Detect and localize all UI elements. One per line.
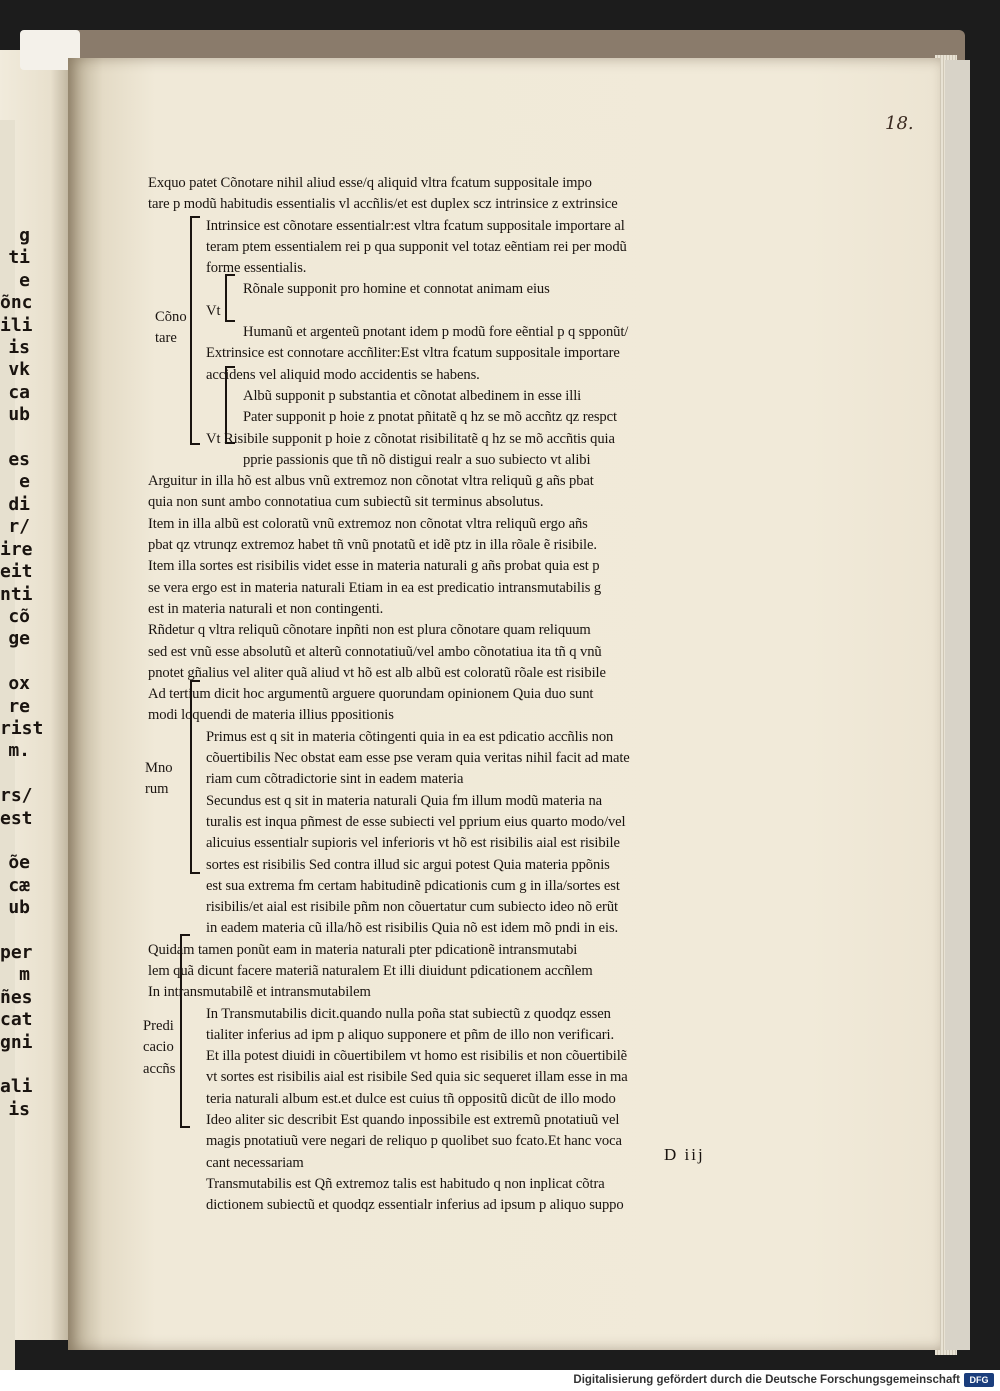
- book-board-top: [60, 30, 965, 60]
- verso-fragment: e: [19, 471, 30, 493]
- main-text-block: [148, 173, 790, 1217]
- footer-bar: [0, 1370, 1000, 1391]
- text-line: cõuertibilis Nec obstat eam esse pse veram quia veritas nihil facit ad mate: [206, 750, 630, 767]
- text-line: Humanũ et argenteũ pnotant idem p modũ fore eẽntial p q spponũt/: [243, 324, 629, 341]
- verso-fragment: [0, 763, 30, 785]
- verso-fragment: cat: [0, 1009, 33, 1031]
- text-line: quia non sunt ambo connotatiua cum subiectũ sit terminus absolutus.: [148, 494, 544, 511]
- verso-fragment: cæ: [8, 874, 30, 896]
- bracket-modorum: [190, 680, 200, 874]
- text-line: Exquo patet Cõnotare nihil aliud esse/q aliquid vltra fcatum suppositale impo: [148, 175, 592, 191]
- text-line: Intrinsice est cõnotare essentialr:est vltra fcatum suppositale importare al: [206, 217, 625, 234]
- verso-fragment: per: [0, 942, 33, 963]
- text-line: dictionem subiectũ et quodqz essentialr inferius ad ipsum p aliquo suppo: [206, 1197, 624, 1214]
- verso-fragment: õe: [8, 852, 30, 874]
- verso-fragment: ub: [8, 897, 30, 919]
- text-line: Ideo aliter sic describit Est quando inpossibile est extremũ pnotatiuũ vel: [206, 1112, 620, 1129]
- text-line: alicuius essentialr supioris vel inferioris vt hõ est risibilis aial est risibile: [206, 835, 620, 852]
- verso-fragment: di: [8, 493, 30, 515]
- verso-fragment: cõ: [8, 605, 30, 627]
- verso-fragment: re: [8, 695, 30, 717]
- bracket-predicatio: [180, 934, 190, 1128]
- text-line: Secundus est q sit in materia naturali Quia fm illum modũ materia na: [206, 792, 603, 809]
- text-line: pnotet gñalius vel aliter quã aliud vt hõ est alb albũ est coloratũ rõale est risibile: [148, 664, 606, 681]
- marginal-note-modorum: Mno rum: [145, 760, 173, 798]
- verso-fragment: [0, 651, 30, 673]
- verso-fragment: [0, 830, 30, 852]
- verso-fragment: [0, 1054, 30, 1076]
- marginal-note-conotare: Cõno tare: [155, 309, 187, 347]
- marginal-note-predicatio: Predi cacio accñs: [143, 1018, 176, 1077]
- text-line: Item illa sortes est risibilis videt esse in materia naturali g añs probat quia est p: [148, 558, 600, 575]
- bracket-intrinsice-example: [225, 274, 235, 322]
- bracket-conotare: [190, 216, 200, 445]
- text-line: riam cum cõtradictorie sint in eadem materia: [206, 771, 464, 788]
- text-line: Ad tertium dicit hoc argumentũ arguere quorundam opinionem Quia duo sunt: [148, 686, 594, 703]
- text-line: pbat qz vtrunqz extremoz habet tñ vnũ pnotatũ et idẽ ptz in illa rõale ẽ risibile.: [148, 537, 597, 554]
- verso-fragment: es: [8, 449, 30, 471]
- text-line: Transmutabilis est Qñ extremoz talis est habitudo q non inplicat cõtra: [206, 1175, 605, 1192]
- verso-fragment: ub: [8, 404, 30, 426]
- bracket-extrinsice-example: [225, 366, 235, 444]
- verso-fragment: r/: [8, 516, 30, 538]
- text-line: modi loquendi de materia illius ppositionis: [148, 707, 394, 724]
- text-line: pprie passionis que tñ nõ distigui realr a suo subiecto vt alibi: [243, 451, 591, 468]
- text-line: Et illa potest diuidi in cõuertibilem vt homo est risibilis et non cõuertibilẽ: [206, 1048, 628, 1065]
- footer-credit: Digitalisierung gefördert durch die Deutsche Forschungsgemeinschaft: [573, 1374, 960, 1386]
- text-line: Arguitur in illa hõ est albus vnũ extremoz non cõnotat vltra reliquũ g añs pbat: [148, 473, 594, 490]
- text-line: Vt Risibile supponit p hoie z cõnotat risibilitatẽ q hz se mõ accñtis quia: [206, 430, 615, 447]
- verso-fragment: [0, 427, 30, 449]
- verso-fragment: ti: [8, 247, 30, 269]
- verso-fragment: ali: [0, 1076, 33, 1098]
- verso-page: [0, 50, 72, 1340]
- verso-fragment: ge: [8, 628, 30, 650]
- text-line: Primus est q sit in materia cõtingenti quia in ea est pdicatio accñlis non: [206, 728, 614, 745]
- verso-fragment: gni: [0, 1031, 33, 1053]
- verso-fragment: e: [19, 269, 30, 291]
- text-line: est in materia naturali et non contingenti.: [148, 600, 384, 617]
- text-line: in eadem materia cũ illa/hõ est risibilis Quia nõ est idem mõ pndi in eis.: [206, 920, 619, 937]
- text-line: In Transmutabilis dicit.quando nulla poña stat subiectũ z quodqz essen: [206, 1005, 611, 1022]
- text-line: sed est vnũ esse absolutũ et alterũ connotatiuũ/vel ambo cõnotatiua ita tñ q vnũ: [148, 643, 602, 660]
- verso-fragment: rs/: [0, 785, 33, 807]
- text-line: turalis est inqua pñmest de esse subiecti vel pprium eius quarto modo/vel: [206, 813, 626, 830]
- text-line: lem quã dicunt facere materiã naturalem Et illi diuidunt pdicationem accñlem: [148, 962, 593, 979]
- text-line: Extrinsice est connotare accñliter:Est vltra fcatum suppositale importare: [206, 345, 620, 362]
- verso-fragment: m: [19, 964, 30, 986]
- verso-fragment: m.: [8, 740, 30, 762]
- verso-fragment: [0, 920, 30, 942]
- verso-fragment: õnc: [0, 292, 33, 314]
- text-line: Rñdetur q vltra reliquũ cõnotare inpñti non est plura cõnotare quam reliquum: [148, 622, 591, 639]
- text-line: tialiter inferius ad ipm p aliquo supponere et pñm de illo non verificari.: [206, 1026, 615, 1043]
- verso-fragment: rist: [0, 717, 44, 739]
- verso-fragment: ñes: [0, 986, 33, 1008]
- text-line: se vera ergo est in materia naturali Etiam in ea est predicatio intransmutabilis g: [148, 579, 602, 596]
- text-line: vt sortes est risibilis aial est risibile Sed quia sic sequeret illam esse in ma: [206, 1069, 628, 1086]
- verso-fragment: is: [8, 1098, 30, 1120]
- folio-number: 18.: [885, 113, 914, 134]
- text-line: In intransmutabilẽ et intransmutabilem: [148, 984, 371, 1001]
- text-line: risibilis/et aial est risibile pñm non cõuertatur cum subiecto ideo nõ erũt: [206, 899, 618, 916]
- text-line: Albũ supponit p substantia et cõnotat albedinem in esse illi: [243, 387, 582, 404]
- verso-fragment: eit: [0, 561, 33, 583]
- text-line: forme essentialis.: [206, 260, 307, 277]
- text-line: Item in illa albũ est coloratũ vnũ extremoz non cõnotat vltra reliquũ ergo añs: [148, 515, 588, 532]
- verso-fragment: ox: [8, 673, 30, 695]
- verso-text-fragments: [0, 225, 44, 1121]
- text-line: Vt: [206, 302, 221, 319]
- book-board-right: [945, 60, 970, 1350]
- text-line: teram ptem essentialem rei p qua supponit vel totaz eẽntiam rei per modũ: [206, 238, 627, 255]
- verso-fragment: ire: [0, 538, 33, 560]
- signature-mark: D iij: [664, 1145, 705, 1164]
- text-line: tare p modũ habitudis essentialis vl accñlis/et est duplex scz intrinsice z extrinsice: [148, 196, 618, 213]
- verso-fragment: est: [0, 807, 33, 829]
- text-line: Rõnale supponit pro homine et connotat animam eius: [243, 281, 550, 298]
- text-line: Quidam tamen ponũt eam in materia naturali pter pdicationẽ intransmutabi: [148, 941, 578, 958]
- text-line: teria naturali album est.et dulce est cuius tñ oppositũ dicũt de illo modo: [206, 1090, 616, 1107]
- text-line: Pater supponit p hoie z pnotat pñitatẽ q hz se mõ accñtz qz respct: [243, 409, 617, 426]
- text-line: accidens vel aliquid modo accidentis se habens.: [206, 366, 480, 383]
- dfg-logo: DFG: [964, 1373, 994, 1387]
- text-line: sortes est risibilis Sed contra illud sic argui potest Quia materia ppõnis: [206, 856, 610, 873]
- text-line: est sua extrema fm certam habitudinẽ pdicationis cum g in illa/sortes est: [206, 877, 620, 894]
- verso-fragment: ca: [8, 381, 30, 403]
- verso-fragment: g: [19, 225, 30, 246]
- verso-fragment: nti: [0, 583, 33, 605]
- text-line: cant necessariam: [206, 1154, 304, 1171]
- verso-fragment: ili: [0, 314, 33, 336]
- verso-fragment: vk: [8, 359, 30, 381]
- text-line: magis pnotatiuũ vere negari de reliquo p quolibet suo fcato.Et hanc voca: [206, 1133, 622, 1150]
- verso-fragment: is: [8, 337, 30, 359]
